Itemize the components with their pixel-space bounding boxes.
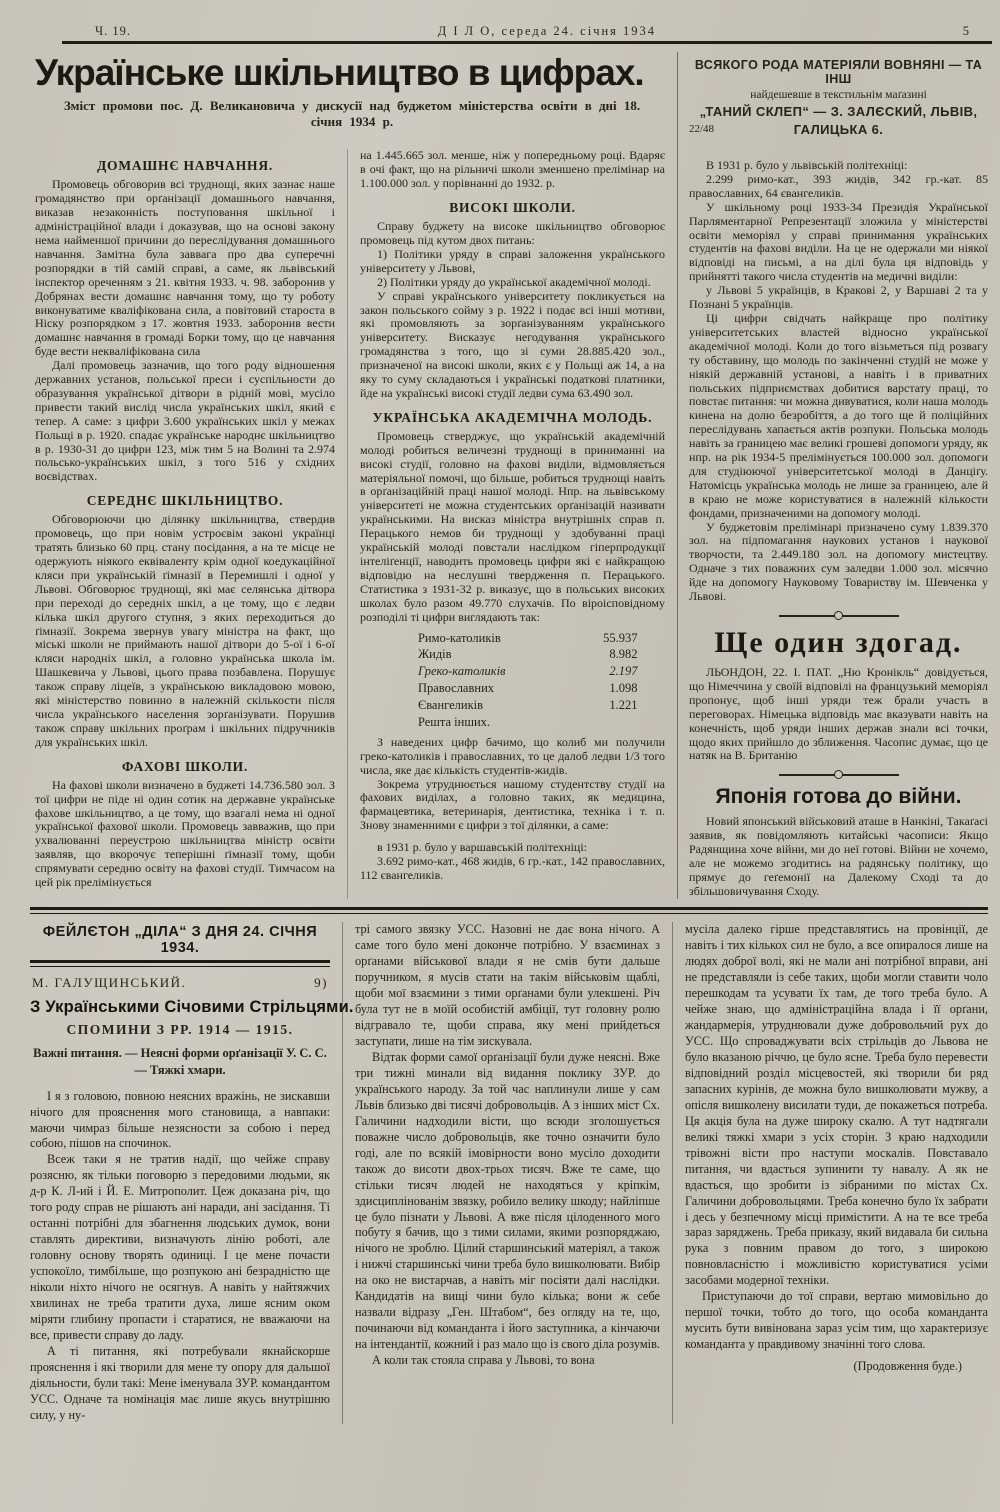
paragraph: 2.299 римо-кат., 393 жидів, 342 гр.-кат. 85 православних, 64 євангеликів. [689,171,988,200]
ornament-divider [779,611,899,620]
stat-label: Римо-католиків [417,630,501,645]
stat-label: Греко-католиків [417,664,506,679]
paragraph: І я з головою, повною неясних вражінь, не зискавши нічого для прояснення мого становища, а навпаки: маючи чимраз більше незясности за собою і перед собою, пішов на спочинок. [30,1088,330,1151]
paragraph: Зокрема утруднюється нашому студентству студії на фахових виділах, а головно таких, як медицина, фармацевтика, ветеринарія, дентистика, техніка і т. п. Знову знаменними є цифри з тої ділянки, а саме: [360,776,665,833]
paragraph: Ці цифри свідчать найкраще про політику університетських властей відносно української академічної молоді. Коли до того візьметься під розвагу ту обставину, що молодь по закінченні студій не може у ніякій державній установі, а навіть і в приватних польських підприємствах добитися варстату праці, то повстає питання: чи можна дивуватися, коли наша молодь кинена на долю безробіття, а до того ще й поліційних переслідувань хапається актів розпуки. Польська молодь навіть за границею має великі грошеві допомоги уряду, як нпр. на рік 1934-5 прелімінується 100.000 зол. допомоги для студіюючої університетської молоді в Данціґу. Натомісць українська молодь не лише за границею, але й в краю не може користуватися в належній кількости фондами, призначеними на допомогу молоді. [689,310,988,520]
ornament-divider [779,770,899,779]
section-heading-academic-youth: УКРАЇНСЬКА АКАДЕМІЧНА МОЛОДЬ. [372,409,653,425]
paragraph: мусіла далеко гірше представлятись на провінції, де навіть і тих кількох сил не було, а все опиралося лише на людях доброї волі, які не мали ані потрібної вправи, ані не представляли із себе таких, щоби могли ставити чоло перешкодам та усувати їх там, де того треба було. А чейже знаю, що адміністраційна влада і її орґани, жандармерія, утруднювали дуже добровольчий рух до УСС. Що спроваджувати всіх стрільців до Львова не було вказаною річчю, це було ясне. Треба було перевести відповідний розділ місцевостей, які творили би ряд запасних курінів, де можна було вишколювати мужву, а опісля вишколену висилати туди, де покажеться потреба. Ця акція була на дуже широку скалю. А тут надтягали великі тяжкі хмари з усіх сторін. З краю надходили трівожні вісти про наступи москалів. Повставало питання, чи вдасться зупинити ту навалу. А як не вдасться, що зробити із зібраними по містах Сх. Галичини добровольцями. Треба конечно було їх забрати і десь у безпечному місці примістити. А на те все треба зараз заряджень. Треба приказу, який видавала би сильна рука з повним правом до того, з широкою повновласністю і можливістю користуватися усіми засобами модерної техніки. [685,921,988,1288]
textile-store-ad [689,52,988,147]
table-row [418,646,638,663]
paragraph: З наведених цифр бачимо, що колиб ми получили греко-католиків і православних, то це далоб ледви 1/3 того числа, яке дає кількість студентів-жидів. [360,734,665,777]
paragraph: Далі промовець зазначив, що того роду відношення державних установ, польської преси і суспільности до образування української дітвори в рідній мові, мусіло привести такий вислід числа українських шкіл, який є тепер. А саме: з цифри 3.600 українських шкіл у межах Польщі в р. 1920. спадає українське народнє шкільництво в р. 1930-31 до цифри 123, між тим 5 на Волині та 2.974 польсько-українських шкіл, з того 516 у східних воєвідствах. [35,358,335,484]
stat-label: Жидів [417,647,452,662]
paragraph: 3.692 римо-кат., 468 жидів, 6 гр.-кат., 142 православних, 112 євангеликів. [360,854,665,882]
feuilleton-section [0,914,1000,1424]
feuilleton-title: З Українськими Січовими Стрільцями. [30,997,354,1016]
paragraph: У буджетовім прелімінарі призначено суму 1.839.370 зол. на підпомагання наукових установ і наукової творчости, та 2.449.180 зол. на допомогу мистецтву. Одначе з тих поважних сум заледви 1.000 зол. місячно йде на допомогу Науковому Товариству ім. Шевченка у Львові. [689,519,988,604]
paragraph: Промовець обговорив всі труднощі, яких зазнає наше громадянство при орґанізації домашнього навчання, виказав незаконність поступовання шкільної і адміністраційної влади і доказував, що на основі закону нема найменшої причини до переслідування домашнього навчання. Замітна була заввага про два суперечні розпорядки в тій самій справі, а саме, як львівський інспектор oреченням з 21. квітня 1933. ч. 98. заборонив у Добрянах вести домашнє навчання тому, що ту роботу виконуватиме кваліфікована сила, а повітовий староста в Ніску розпорядком з 17. жовтня 1933. заборонив вести домашнє навчання в громаді Борки тому, що це навчання буде вести некваліфікована сила [35,177,335,359]
list-item: 1) Політики уряду в справі заложення українського університету у Львові, [360,246,665,275]
column-1 [35,149,347,898]
main-headline: Українське шкільництво в цифрах. [35,52,644,93]
paragraph: На фахові школи визначено в буджеті 14.736.580 зол. З тої цифри не піде ні один сотик на державне українське фахове шкільництво, а це тому, що взагалі нема ні одної української фахової школи. Промовець завважив, що при ухвалюванні переустрою шкільництва міністр освіти заявляв, що вкорочує теперішні ґімназії тому, щоби спрямувати середню освіту на фахові студії. Тимчасом на цей рік прелімінується [35,777,335,890]
column-2 [347,149,677,898]
section-heading-vocational-schools: ФАХОВІ ШКОЛИ. [121,758,249,774]
feuilleton-subtitle: СПОМИНИ З РР. 1914 — 1915. [66,1021,294,1037]
list-item: 2) Політики уряду до української академічної молоді. [377,274,651,289]
table-row [418,630,638,647]
paragraph: Відтак форми самої орґанізації були дуже неясні. Вже три тижні минали від видання покликy ЗУР. до українського народу. За той час наплинули лише у сам Львів близько дві тисячі добровольців. А з інших міст Сх. Галичини надходили вісти, що всюди зголошується поважне число добровольців, яке точно означити було годі, але по всякій імовірности воно мусіло доходити також до висоти двох-трьох тисяч. Вже те саме, що стільки тисяч людей не находяться у кріпкім, здисциплінованім звязку, робило велику шкоду; найліпше це було пізнати у Львові. А вже після цілоденного мого побуту я бачив, що з тими силами, якими розпоряджаю, нічого не зроблю. Цілий старшинський матеріял, а також і нижчі старшинські чини треба було вишколювати. Вибір на око не вистарчав, а навіть міг посіяти далі наслідки. Кандидатів на вищі чини було кілька; вони ж себе назвали відразу „Ген. Штабом“, без огляду на те, що, починаючи від команданта і його заступника, а кінчаючи на інтендантії, кожний і раз мало що із свого діла розумів. [355,1049,660,1352]
paragraph: Промовець стверджує, що українській академічній молоді робиться величезні труднощі в приниманні на високі студії, головно на фахові виділи, відмовляється матеріяльної помочі, що більше, робиться труднощі навіть в орґанізаційній праці нашої молоді. Нпр. на львівському університеті не можна студентських орґанізацій називати українськими. На висказ міністра внутрішніх справ п. Перацького немов би труднощі у здобуванні праці українській молоді повстали наслідком гіперпродукції інтеліґенції, наводить промовець цифри які є найкращою відповідю на неслушні твердження п. Перацького. Статистика з 1931-32 р. виказує, що в польських високих школах було разом 49.770 слухачів. По віроісповідному розподілі ті цифри виглядають так: [360,428,665,624]
stat-value: 1.098 [609,681,638,696]
stat-label: Євангеликів [417,698,484,713]
article-headline-japan-war: Японія готова до війни. [715,785,962,809]
paragraph: ЛЬОНДОН, 22. І. ПАТ. „Ню Кронікль“ довідується, що Німеччина у своїй відповілі на французький меморіял пропонує, щоб інші уряди теж брали участь в переговорах. Німецька відповідь має вказувати навіть на конечність, щоб уряди інших держав знали всі точки, щодо яких прийшло до зближення. Часопис думає, що це натяк на В. Британію [689,665,988,763]
section-heading-secondary-schools: СЕРЕДНЄ ШКІЛЬНИЦТВО. [86,493,284,509]
paragraph: А коли так стояла справа у Львові, то вона [372,1353,595,1368]
feuilleton-banner-rule [30,960,330,967]
stat-value: 55.937 [603,630,638,645]
paragraph: у Львові 5 українців, в Кракові 2, у Варшаві 2 та у Познані 5 українців. [689,283,988,312]
stat-value: 1.221 [609,698,638,713]
feuilleton-byline [32,975,328,991]
paragraph: В 1931 р. було у львівській політехніці: [706,158,908,172]
table-row [418,697,638,714]
table-row [418,680,638,697]
paragraph: трі самого звязку УСС. Назовні не дає вона нічого. А саме того було мені доконче потрібно. У взаєминах з орґанами військової влади я не смів бути дальше поручником, я мусів стати на такім військовім щаблі, щоби мої взаємини з тими орґанами були улекшені. Річ була тут не в моїй особистій амбіції, тут головну ролю відгравало те, щоби справа, яку мені прийдеться заступати, лише на тім зискувала. [355,921,660,1048]
paragraph: Приступаючи до тої справи, вертаю мимовільно до першої точки, тобто до того, що особа команданта мусить бути вивінована зараз усім тим, що характеризує команданта у правдивому значінні того слова. [685,1289,988,1352]
paragraph: Всеж таки я не тратив надії, що чейже справу розясню, як тільки поговорю з передовими людьми, як д-р К. Л-ий і Й. Е. Митрополит. Цеж доказана річ, що того роду справ не рішають ані наради, ані засідання. Ті останні потрібні для збагнення людських думок, вони ставлять директиви, визначують лінію роботі, але головну основу творять одиниці. І це мене почасти успокоїло, тимбільше, що розпукою ані безрадністю ще ніколи ніхто нічого не осягнув. А навіть у найтяжчих хвилинах не треба тратити духа, лише ясним оком міряти глибину пропасти і старатися, не вважаючи на все, привести справу до ладу. [30,1152,330,1343]
table-row [418,663,638,680]
section-heading-high-schools: ВИСОКІ ШКОЛИ. [449,200,576,216]
feuilleton-column-1 [30,922,354,1424]
paragraph: Обговорюючи цю ділянку шкільництва, ствердив промовець, що при новім устроєвім законі українці тратять близько 60 прц. стану посідання, а на те місце не одержують ніякого еквіваленту крім одної коедукаційної кляси при українській ґімназії в Перемишлі і одної у Львові. Обговорює труднощі, які має селянська дітвора при переході до середніх шкіл, а це тому, що є ледви кілька шкіл другого ступня, з яких переходиться до ґімназії. Зокрема звернув увагу міністра на факт, що міські школи не приймають нашої дітвори до 5-ої і 6-ої кляси народніх шкіл, а головно українська школа ім. Шашкевича у Львові, цього права позбавлена. Порушує також справу ліцеїв, з українською викладовою мовою, які міністерство повинно в належній скількости після числа українського населення зорґанізувати. Порушив також справу шкільних проґрам і шкільних підручників для українських шкіл. [35,512,335,749]
feuilleton-column-2 [342,922,672,1424]
main-subtitle: Зміст промови пос. Д. Великановича у дискусії над буджетом міністерства освіти в дні 18. січня 1934 р. [63,98,641,130]
author-name: М. ГАЛУЩИНСЬКИЙ. [32,974,187,990]
feuilleton-banner: ФЕЙЛЄТОН „ДІЛА“ З ДНЯ 24. СІЧНЯ 1934. [42,923,318,956]
feuilleton-column-3 [672,922,988,1424]
stat-label: Православних [417,681,495,696]
continuation-note: (Продовження буде.) [853,1359,962,1374]
page-number: 5 [962,24,970,38]
confession-statistics-table [418,630,638,731]
paragraph: У справі українського університету покликується на закон польського сойму з р. 1922 і подає всі інші мотиви, які промовляють за зорґанізуванням українського університету. Висказує негодування українського громадянства з того, що зі суми 28.885.420 зол., призначеної на високі школи, яких є у Польщі аж 14, а на яку то суму складаються і українські податкові платники, йде на українські високі студії ледви сума 63.490 зол. [360,288,665,400]
article-headline-another-guess: Ще один здогад. [714,626,963,659]
ad-tagline: найдешевше в текстильнім маґазині [750,89,927,101]
paragraph: У шкільному році 1933-34 Президія Української Парляментарної Репрезентації зложила у міністерстві освіти меморіял у справі принимання українських студентів на фахові виділи. На це не одержали ми ніякої відповіді на письмі, а на ділі була ця відповідь у прийнятті такого числа студентів на медичні виділи: [689,199,988,284]
ad-headline: ВСЯКОГО РОДА МАТЕРІЯЛИ ВОВНЯНІ — ТА ІНШ [694,58,983,86]
lead-block [35,52,677,149]
stat-label: Решта інших. [417,714,491,729]
ad-code: 22/48 [689,123,715,135]
newspaper-title-date: Д І Л О, середа 24. січня 1934 [437,24,657,38]
table-row [418,714,638,731]
paragraph: А ті питання, які потребували якнайскорше прояснення і які творили для мене ту опору для дальшої діяльности, були такі: Мене іменувала ЗУР. командантом УСС. Одначе та номінація має лише якусь внутрішню силу, у ну- [30,1344,330,1423]
installment-number: 9) [314,974,328,990]
paragraph: в 1931 р. було у варшавській політехніці: [377,840,587,855]
stat-value: 8.982 [609,647,638,662]
ad-address: ГАЛИЦЬКА 6. [793,122,884,137]
paragraph: Справу буджету на високе шкільництво обговорює промовець під кутом двох питань: [360,219,665,247]
paragraph: на 1.445.665 зол. менше, ніж у попередньому році. Вдаряє в очі факт, що на рільничі школи зменшено прелімінар на 1.100.000 зол. у порівнанні до 1932. р. [360,148,665,191]
issue-number: Ч. 19. [95,24,131,38]
section-divider-rule [30,907,988,914]
main-article-section [0,46,1000,899]
section-heading-home-schooling: ДОМАШНЄ НАВЧАННЯ. [96,158,274,174]
feuilleton-kicker: Важні питання. — Неясні форми орґанізації У. С. С. — Тяжкі хмари. [33,1045,327,1077]
paragraph: Новий японський військовий аташе в Нанкіні, Такаґасі заявив, як повідомляють китайські часописи: Якщо Радянщина хоче війни, ми до неї готові. Війни не хочемо, але не можемо згодитись на радянську політику, що прямує до геґемонії на Далекому Сході та до збільшовичування Сходу. [689,814,988,898]
ad-store-name: „ТАНИЙ СКЛЕП“ — З. ЗАЛЄСКИЙ, ЛЬВІВ, [699,104,978,119]
column-3 [677,52,988,899]
masthead [0,0,1000,40]
stat-value: 2.197 [609,664,638,679]
